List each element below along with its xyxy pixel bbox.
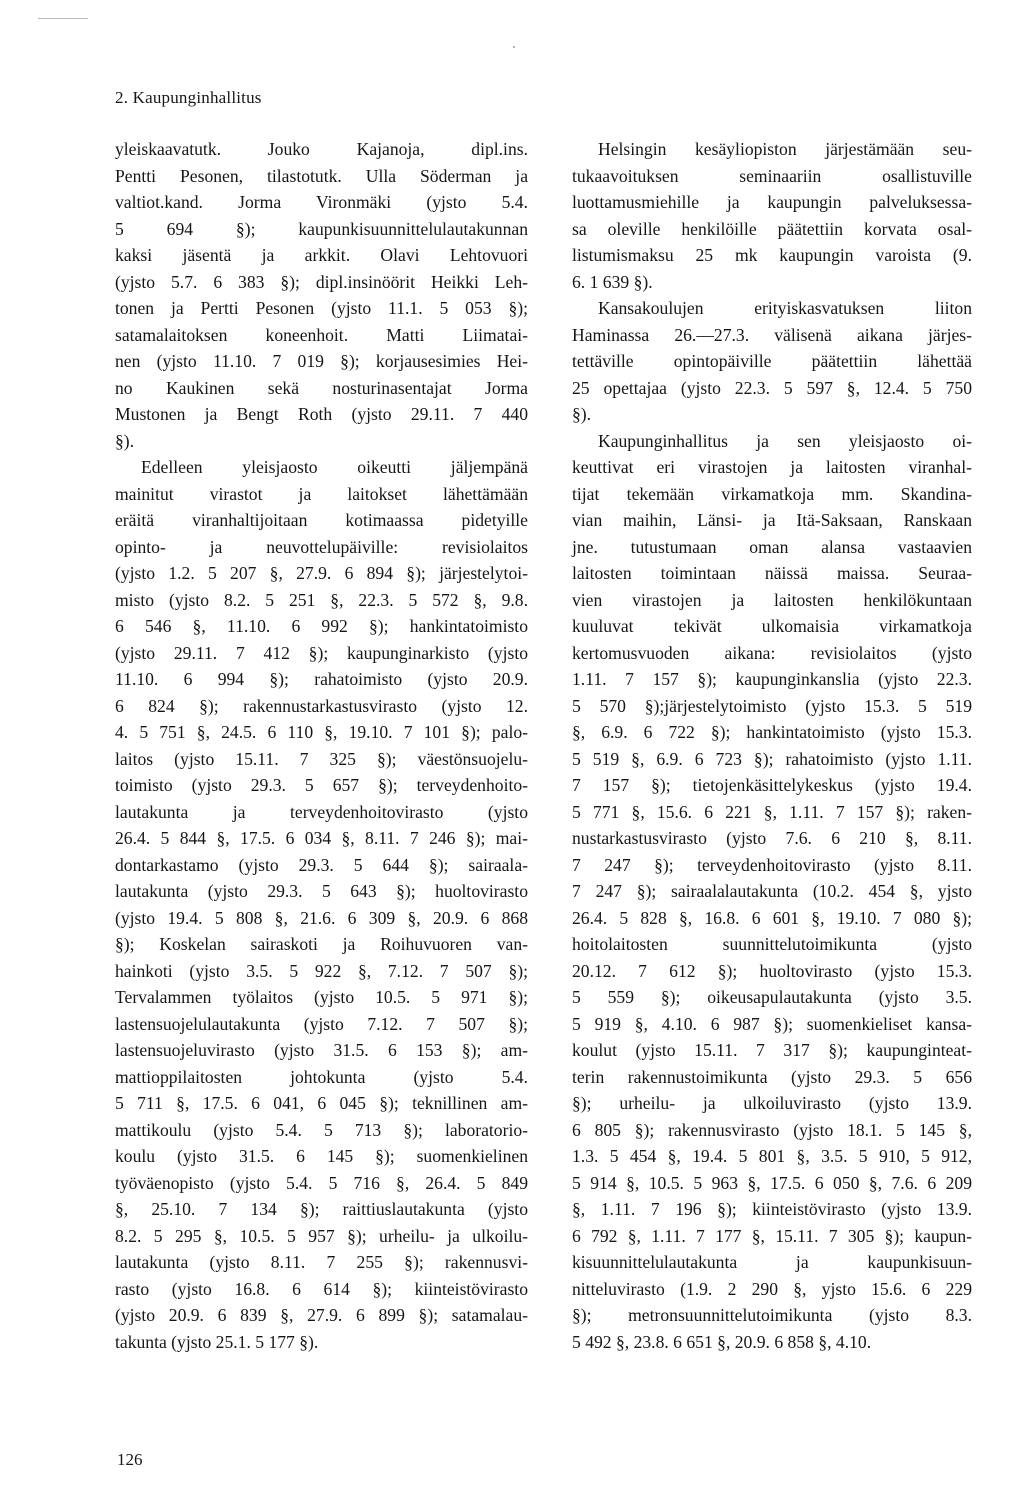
text-line: kuuluvat tekivät ulkomaisia virkamatkoja — [572, 616, 972, 636]
text-line: takunta (yjsto 25.1. 5 177 §). — [115, 1331, 319, 1352]
text-line: 6 792 §, 1.11. 7 177 §, 15.11. 7 305 §); kaupun- — [572, 1225, 972, 1246]
text-line: luottamusmiehille ja kaupungin palveluksessa- — [572, 192, 972, 212]
text-line: 25 opettajaa (yjsto 22.3. 5 597 §, 12.4. 5 750 — [572, 377, 972, 398]
text-line: terin rakennustoimikunta (yjsto 29.3. 5 656 — [572, 1066, 972, 1087]
text-line: Kaupunginhallitus ja sen yleisjaosto oi- — [598, 430, 972, 451]
text-line: 7 247 §); terveydenhoitovirasto (yjsto 8.11. — [572, 854, 972, 875]
text-line: kisuunnittelulautakunta ja kaupunkisuun- — [572, 1252, 972, 1272]
text-line: kaksi jäsentä ja arkkit. Olavi Lehtovuori — [115, 245, 528, 265]
text-line: §). — [115, 430, 135, 451]
text-line: lastensuojelulautakunta (yjsto 7.12. 7 507 §); — [115, 1013, 528, 1034]
text-line: (yjsto 19.4. 5 808 §, 21.6. 6 309 §, 20.9. 6 868 — [115, 907, 528, 928]
text-line: 5 519 §, 6.9. 6 723 §); rahatoimisto (yjsto 1.11. — [572, 748, 972, 769]
text-line: §). — [572, 404, 592, 424]
running-head: 2. Kaupunginhallitus — [115, 88, 262, 107]
text-line: mainitut virastot ja laitokset lähettämään — [115, 483, 528, 504]
text-line: työväenopisto (yjsto 5.4. 5 716 §, 26.4. 5 849 — [115, 1172, 528, 1193]
text-line: §, 25.10. 7 134 §); raittiuslautakunta (yjsto — [115, 1199, 528, 1219]
text-line: 5 570 §);järjestelytoimisto (yjsto 15.3. 5 519 — [572, 695, 972, 716]
text-line: koulut (yjsto 15.11. 7 317 §); kaupunginteat- — [572, 1040, 972, 1060]
text-line: Haminassa 26.—27.3. välisenä aikana järjes- — [572, 324, 972, 345]
text-line: 26.4. 5 828 §, 16.8. 6 601 §, 19.10. 7 080 §); — [572, 907, 972, 928]
text-line: 6 824 §); rakennustarkastusvirasto (yjsto 12. — [115, 695, 528, 716]
text-line: (yjsto 1.2. 5 207 §, 27.9. 6 894 §); järjestelytoi- — [115, 563, 528, 583]
text-line: koulu (yjsto 31.5. 6 145 §); suomenkielinen — [115, 1146, 528, 1166]
text-line: 6 546 §, 11.10. 6 992 §); hankintatoimisto — [115, 616, 528, 636]
text-line: misto (yjsto 8.2. 5 251 §, 22.3. 5 572 §, 9.8. — [115, 589, 528, 610]
header-dot — [513, 46, 515, 48]
text-line: §); urheilu- ja ulkoiluvirasto (yjsto 13.9. — [572, 1093, 972, 1113]
text-line: §); metronsuunnittelutoimikunta (yjsto 8.3. — [572, 1305, 972, 1325]
text-line: vian maihin, Länsi- ja Itä-Saksaan, Ranskaan — [572, 510, 972, 530]
text-line: listumismaksu 25 mk kaupungin varoista (9. — [572, 245, 972, 265]
text-line: valtiot.kand. Jorma Vironmäki (yjsto 5.4. — [115, 192, 528, 212]
text-line: Kansakoulujen erityiskasvatuksen liiton — [598, 298, 972, 318]
text-line: sa oleville henkilöille päätettiin korvata osal- — [572, 218, 972, 239]
text-line: opinto- ja neuvottelupäiville: revisiolaitos — [115, 536, 528, 557]
page-number: 126 — [117, 1450, 143, 1469]
text-line: laitosten toimintaan näissä maissa. Seuraa- — [572, 563, 972, 583]
text-line: tettäville opintopäiville päätettiin lähettää — [572, 351, 972, 371]
text-line: dontarkastamo (yjsto 29.3. 5 644 §); sairaala- — [115, 854, 528, 875]
text-line: 5 694 §); kaupunkisuunnittelulautakunnan — [115, 218, 528, 239]
text-line: 4. 5 751 §, 24.5. 6 110 §, 19.10. 7 101 §); palo- — [115, 722, 528, 742]
text-line: keuttivat eri virastojen ja laitosten viranhal- — [572, 457, 972, 477]
text-line: §, 1.11. 7 196 §); kiinteistövirasto (yjsto 13.9. — [572, 1199, 972, 1219]
text-line: mattioppilaitosten johtokunta (yjsto 5.4. — [115, 1066, 528, 1087]
text-line: lautakunta ja terveydenhoitovirasto (yjsto — [115, 801, 528, 822]
text-line: Edelleen yleisjaosto oikeutti jäljempänä — [141, 457, 528, 477]
text-line: 5 711 §, 17.5. 6 041, 6 045 §); teknillinen am- — [115, 1093, 528, 1113]
text-line: lautakunta (yjsto 8.11. 7 255 §); rakennusvi- — [115, 1252, 528, 1272]
text-line: tijat tekemään virkamatkoja mm. Skandina- — [572, 483, 972, 504]
text-line: 7 157 §); tietojenkäsittelykeskus (yjsto 19.4. — [572, 775, 972, 795]
text-line: 5 919 §, 4.10. 6 987 §); suomenkieliset kansa- — [572, 1013, 972, 1034]
text-line: hainkoti (yjsto 3.5. 5 922 §, 7.12. 7 507 §); — [115, 960, 528, 981]
text-line: 26.4. 5 844 §, 17.5. 6 034 §, 8.11. 7 246 §); mai- — [115, 828, 528, 848]
left-column — [115, 136, 528, 1355]
text-line: §, 6.9. 6 722 §); hankintatoimisto (yjsto 15.3. — [572, 722, 972, 742]
text-line: hoitolaitosten suunnittelutoimikunta (yjsto — [572, 934, 972, 954]
text-line: toimisto (yjsto 29.3. 5 657 §); terveydenhoito- — [115, 775, 528, 795]
text-line: mattikoulu (yjsto 5.4. 5 713 §); laboratorio- — [115, 1119, 528, 1140]
text-line: lastensuojeluvirasto (yjsto 31.5. 6 153 §); am- — [115, 1040, 528, 1060]
text-line: vien virastojen ja laitosten henkilökuntaan — [572, 589, 972, 610]
text-line: 1.3. 5 454 §, 19.4. 5 801 §, 3.5. 5 910, 5 912, — [572, 1146, 972, 1166]
text-line: 5 914 §, 10.5. 5 963 §, 17.5. 6 050 §, 7.6. 6 209 — [572, 1172, 972, 1193]
text-line: 5 492 §, 23.8. 6 651 §, 20.9. 6 858 §, 4.10. — [572, 1331, 872, 1352]
text-line: eräitä viranhaltijoitaan kotimaassa pidetyille — [115, 510, 528, 530]
text-line: yleiskaavatutk. Jouko Kajanoja, dipl.ins. — [115, 139, 528, 159]
text-line: 11.10. 6 994 §); rahatoimisto (yjsto 20.9. — [115, 669, 528, 689]
text-line: jne. tutustumaan oman alansa vastaavien — [572, 536, 972, 557]
text-line: 1.11. 7 157 §); kaupunginkanslia (yjsto 22.3. — [572, 669, 972, 689]
text-line: kertomusvuoden aikana: revisiolaitos (yjsto — [572, 642, 972, 663]
text-line: 7 247 §); sairaalalautakunta (10.2. 454 §, yjsto — [572, 881, 972, 901]
text-line: nustarkastusvirasto (yjsto 7.6. 6 210 §, 8.11. — [572, 828, 972, 848]
text-line: no Kaukinen sekä nosturinasentajat Jorma — [115, 377, 528, 398]
text-line: (yjsto 5.7. 6 383 §); dipl.insinöörit Heikki Leh- — [115, 271, 528, 292]
header-rule — [38, 18, 88, 19]
text-line: tukaavoituksen seminaariin osallistuville — [572, 165, 972, 186]
text-line: §); Koskelan sairaskoti ja Roihuvuoren van- — [115, 934, 528, 954]
text-line: (yjsto 20.9. 6 839 §, 27.9. 6 899 §); satamalau- — [115, 1305, 528, 1325]
text-line: Mustonen ja Bengt Roth (yjsto 29.11. 7 440 — [115, 404, 528, 424]
text-line: 5 771 §, 15.6. 6 221 §, 1.11. 7 157 §); raken- — [572, 801, 972, 822]
text-line: 6 805 §); rakennusvirasto (yjsto 18.1. 5 145 §, — [572, 1119, 972, 1140]
text-line: 5 559 §); oikeusapulautakunta (yjsto 3.5. — [572, 987, 972, 1007]
text-line: lautakunta (yjsto 29.3. 5 643 §); huoltovirasto — [115, 881, 528, 901]
text-line: laitos (yjsto 15.11. 7 325 §); väestönsuojelu- — [115, 748, 528, 769]
text-line: Helsingin kesäyliopiston järjestämään seu- — [598, 139, 972, 159]
right-column — [572, 136, 972, 1355]
text-line: nitteluvirasto (1.9. 2 290 §, yjsto 15.6. 6 229 — [572, 1278, 972, 1299]
text-line: 20.12. 7 612 §); huoltovirasto (yjsto 15.3. — [572, 960, 972, 981]
text-line: 8.2. 5 295 §, 10.5. 5 957 §); urheilu- ja ulkoilu- — [115, 1225, 528, 1246]
text-line: tonen ja Pertti Pesonen (yjsto 11.1. 5 053 §); — [115, 298, 528, 318]
text-line: 6. 1 639 §). — [572, 271, 653, 292]
text-line: Pentti Pesonen, tilastotutk. Ulla Söderman ja — [115, 165, 528, 186]
text-line: nen (yjsto 11.10. 7 019 §); korjausesimies Hei- — [115, 351, 528, 371]
text-line: (yjsto 29.11. 7 412 §); kaupunginarkisto (yjsto — [115, 642, 528, 663]
text-line: Tervalammen työlaitos (yjsto 10.5. 5 971 §); — [115, 987, 528, 1007]
text-line: satamalaitoksen koneenhoit. Matti Liimatai- — [115, 324, 528, 345]
text-line: rasto (yjsto 16.8. 6 614 §); kiinteistövirasto — [115, 1278, 528, 1299]
